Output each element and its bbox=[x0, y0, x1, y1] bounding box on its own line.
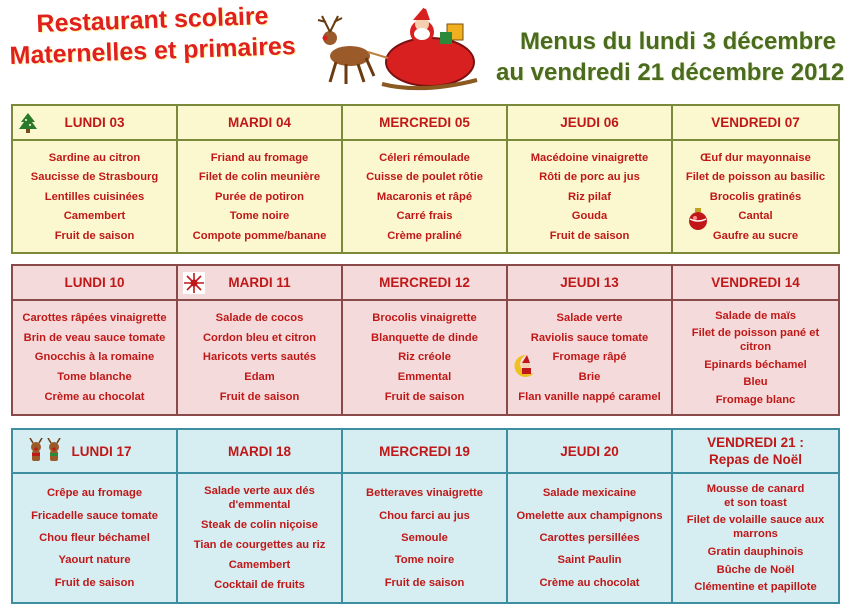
day-label: VENDREDI 07 bbox=[711, 115, 800, 130]
menu-items bbox=[673, 141, 838, 252]
menu-items bbox=[13, 301, 176, 414]
day-label: LUNDI 10 bbox=[64, 275, 125, 290]
menu-item: Saucisse de Strasbourg bbox=[30, 171, 159, 183]
week-1-table bbox=[11, 104, 840, 254]
menu-item: Crème au chocolat bbox=[539, 576, 640, 589]
menu-items bbox=[343, 301, 506, 414]
day-column bbox=[178, 430, 343, 602]
day-header bbox=[178, 266, 341, 301]
day-column bbox=[673, 106, 838, 252]
day-header bbox=[673, 266, 838, 301]
day-label: MERCREDI 12 bbox=[379, 275, 470, 290]
day-label: MARDI 18 bbox=[227, 443, 291, 459]
week-3-table bbox=[11, 428, 840, 604]
menu-item: Emmental bbox=[397, 371, 452, 384]
day-header bbox=[673, 430, 838, 474]
menu-item: Semoule bbox=[401, 531, 448, 544]
day-label: MARDI 04 bbox=[227, 115, 291, 130]
menu-item: Crêpe au fromage bbox=[46, 487, 143, 500]
menu-items bbox=[178, 301, 341, 414]
day-column bbox=[508, 266, 673, 414]
menu-item: Salade verte aux dés d'emmental bbox=[204, 485, 315, 511]
day-label: LUNDI 17 bbox=[71, 443, 132, 459]
day-header bbox=[343, 430, 506, 474]
menu-item: Tome noire bbox=[229, 210, 290, 222]
day-header bbox=[343, 106, 506, 141]
menu-item: Macaronis et râpé bbox=[376, 190, 473, 203]
day-label: JEUDI 06 bbox=[560, 115, 619, 130]
menu-item: Filet de volaille sauce aux marrons bbox=[686, 514, 825, 541]
menu-items bbox=[178, 474, 341, 602]
menu-item: Betteraves vinaigrette bbox=[366, 487, 483, 500]
red-star-icon bbox=[183, 272, 205, 294]
menu-items bbox=[343, 474, 506, 602]
menu-item: Epinards béchamel bbox=[704, 358, 807, 371]
menu-item: Rôti de porc au jus bbox=[539, 171, 640, 183]
menu-period-line-2: au vendredi 21 décembre 2012 bbox=[496, 59, 845, 86]
menu-item: Gratin dauphinois bbox=[707, 545, 804, 558]
day-column bbox=[508, 430, 673, 602]
day-header bbox=[13, 430, 176, 474]
week-2-table bbox=[11, 264, 840, 416]
menu-item: Fruit de saison bbox=[54, 229, 135, 242]
day-column bbox=[343, 266, 508, 414]
day-label: VENDREDI 21 : Repas de Noël bbox=[707, 435, 804, 467]
menu-item: Gouda bbox=[571, 210, 608, 222]
menu-item: Clémentine et papillote bbox=[694, 581, 817, 594]
menu-item: Tian de courgettes au riz bbox=[193, 539, 326, 551]
menu-item: Filet de poisson au basilic bbox=[685, 171, 826, 183]
menu-item: Blanquette de dinde bbox=[371, 331, 478, 344]
day-label: MARDI 11 bbox=[228, 275, 291, 290]
menu-item: Camembert bbox=[63, 210, 126, 222]
restaurant-title-line-2: Maternelles et primaires bbox=[9, 31, 297, 70]
menu-item: Friand au fromage bbox=[210, 151, 309, 164]
menu-item: Fricadelle sauce tomate bbox=[31, 509, 158, 522]
day-label: MERCREDI 05 bbox=[379, 115, 470, 130]
menu-item: Fruit de saison bbox=[384, 391, 465, 404]
menu-item: Salade mexicaine bbox=[542, 487, 637, 500]
day-header bbox=[508, 266, 671, 301]
menu-item: Crème au chocolat bbox=[44, 391, 145, 404]
day-header bbox=[508, 106, 671, 141]
menu-item: Bleu bbox=[743, 376, 768, 388]
menu-item: Chou farci au jus bbox=[379, 509, 470, 522]
menu-item: Sardine au citron bbox=[48, 151, 141, 164]
day-column bbox=[343, 430, 508, 602]
christmas-ornament-icon bbox=[687, 207, 709, 231]
menu-items bbox=[673, 474, 838, 602]
menu-item: Fruit de saison bbox=[384, 576, 465, 589]
menu-item: Saint Paulin bbox=[557, 554, 622, 567]
day-label: JEUDI 13 bbox=[560, 275, 619, 290]
day-column bbox=[673, 266, 838, 414]
menu-item: Chou fleur béchamel bbox=[39, 531, 150, 544]
day-column bbox=[508, 106, 673, 252]
day-header bbox=[178, 430, 341, 474]
day-column bbox=[673, 430, 838, 602]
menu-item: Carottes persillées bbox=[539, 531, 640, 544]
menu-item: Brocolis gratinés bbox=[709, 190, 802, 203]
menu-items bbox=[13, 474, 176, 602]
restaurant-title bbox=[8, 0, 310, 72]
day-column bbox=[13, 266, 178, 414]
menu-item: Camembert bbox=[228, 559, 291, 571]
day-label: VENDREDI 14 bbox=[711, 275, 800, 290]
menu-item: Purée de potiron bbox=[215, 190, 304, 203]
restaurant-title-line-1: Restaurant scolaire bbox=[36, 1, 269, 39]
reindeer-pair-icon bbox=[27, 438, 65, 464]
day-column bbox=[178, 106, 343, 252]
menu-item: Fruit de saison bbox=[549, 229, 630, 242]
menu-item: Brocolis vinaigrette bbox=[372, 311, 477, 324]
menu-item: Macédoine vinaigrette bbox=[530, 151, 649, 164]
day-header bbox=[178, 106, 341, 141]
menu-item: Cantal bbox=[738, 210, 773, 222]
menu-item: Omelette aux champignons bbox=[516, 509, 663, 522]
menu-period-line-1: Menus du lundi 3 décembre bbox=[519, 28, 836, 55]
menu-item: Salade de cocos bbox=[215, 311, 304, 324]
menu-item: Edam bbox=[244, 371, 275, 384]
menu-item: Riz pilaf bbox=[568, 190, 611, 203]
menu-item: Cuisse de poulet rôtie bbox=[366, 171, 483, 183]
menu-item: Fromage blanc bbox=[715, 393, 796, 406]
menu-item: Steak de colin niçoise bbox=[201, 519, 318, 531]
day-label: JEUDI 20 bbox=[560, 443, 619, 459]
menu-items bbox=[13, 141, 176, 252]
santa-sleigh-reindeer-icon bbox=[312, 2, 482, 94]
menu-item: Carré frais bbox=[396, 210, 453, 222]
menu-items bbox=[508, 301, 671, 414]
menu-items bbox=[343, 141, 506, 252]
menu-items bbox=[508, 141, 671, 252]
day-header bbox=[343, 266, 506, 301]
santa-moon-icon bbox=[512, 353, 536, 379]
menu-item: Fruit de saison bbox=[219, 391, 300, 404]
day-header bbox=[508, 430, 671, 474]
menu-item: Crème praliné bbox=[387, 229, 462, 242]
christmas-tree-icon bbox=[18, 112, 38, 134]
menu-item: Salade de maïs bbox=[715, 309, 796, 322]
menu-item: Haricots verts sautés bbox=[202, 351, 317, 364]
menu-item: Filet de poisson pané et citron bbox=[691, 327, 820, 353]
menu-items bbox=[508, 474, 671, 602]
day-column bbox=[13, 430, 178, 602]
menu-item: Lentilles cuisinées bbox=[44, 190, 145, 203]
menu-item: Fruit de saison bbox=[54, 576, 135, 589]
menu-item: Œuf dur mayonnaise bbox=[700, 151, 811, 164]
menu-item: Yaourt nature bbox=[58, 554, 131, 567]
menu-item: Riz créole bbox=[398, 351, 451, 364]
menu-item: Cocktail de fruits bbox=[214, 579, 305, 591]
menu-item: Raviolis sauce tomate bbox=[530, 331, 649, 344]
day-label: LUNDI 03 bbox=[64, 115, 125, 130]
menu-item: Brie bbox=[578, 371, 601, 384]
menu-item: Filet de colin meunière bbox=[198, 171, 321, 183]
day-column bbox=[343, 106, 508, 252]
menu-item: Céleri rémoulade bbox=[379, 151, 470, 164]
menu-item: Flan vanille nappé caramel bbox=[518, 391, 661, 404]
day-header bbox=[13, 106, 176, 141]
menu-item: Cordon bleu et citron bbox=[202, 331, 317, 344]
menu-item: Tome blanche bbox=[57, 371, 132, 384]
menu-item: Mousse de canard et son toast bbox=[706, 482, 805, 509]
day-header bbox=[673, 106, 838, 141]
menu-item: Bûche de Noël bbox=[716, 563, 795, 576]
day-label: MERCREDI 19 bbox=[379, 443, 470, 459]
day-column bbox=[13, 106, 178, 252]
menu-item: Gaufre au sucre bbox=[712, 229, 799, 242]
menu-item: Gnocchis à la romaine bbox=[34, 351, 155, 364]
menu-item: Salade verte bbox=[556, 311, 623, 324]
menu-item: Compote pomme/banane bbox=[192, 229, 327, 242]
menu-items bbox=[178, 141, 341, 252]
menu-item: Brin de veau sauce tomate bbox=[23, 331, 166, 344]
menu-items bbox=[673, 301, 838, 414]
menu-item: Carottes râpées vinaigrette bbox=[22, 311, 167, 324]
menu-item: Fromage râpé bbox=[552, 351, 627, 364]
day-header bbox=[13, 266, 176, 301]
menu-period-title bbox=[496, 26, 845, 88]
day-column bbox=[178, 266, 343, 414]
menu-item: Tome noire bbox=[394, 554, 455, 567]
